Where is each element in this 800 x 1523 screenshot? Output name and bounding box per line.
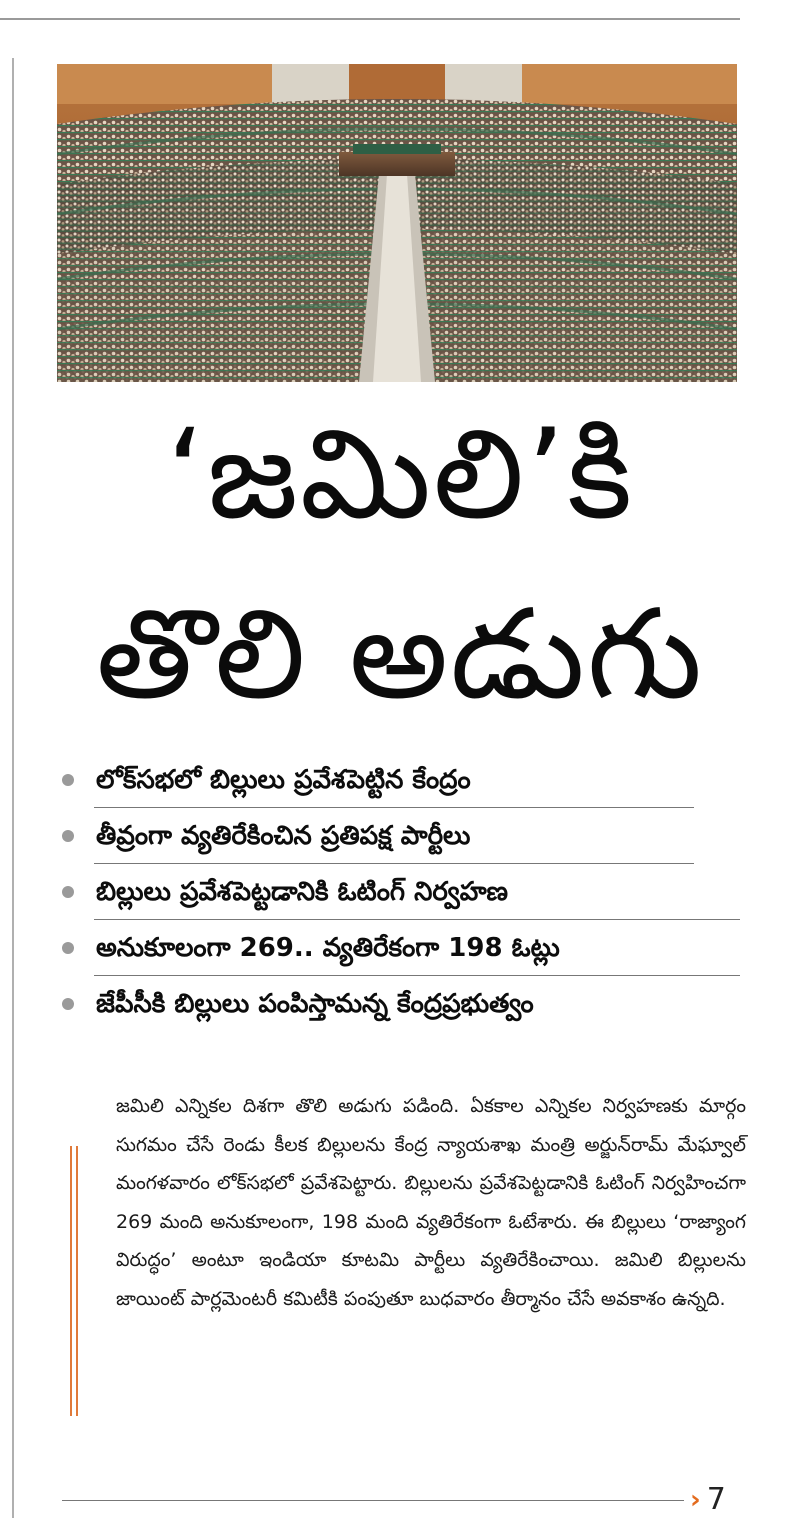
bullet-dot-icon (62, 886, 74, 898)
bullet-text: లోక్‌సభలో బిల్లులు ప్రవేశపెట్టిన కేంద్రం (96, 765, 471, 795)
bullet-text: జేపీసీకి బిల్లులు పంపిస్తామన్న కేంద్రప్రభుత్వం (96, 989, 534, 1019)
chevron-right-icon: › (690, 1485, 701, 1515)
lok-sabha-chamber-illustration (57, 64, 737, 382)
column-rule (12, 58, 14, 1518)
bullet-item (58, 920, 748, 976)
top-rule (0, 18, 740, 20)
headline-line-2: తొలి అడుగు (95, 583, 705, 727)
bullet-item (58, 808, 748, 864)
accent-bar-right (76, 1146, 78, 1416)
parliament-photo-icon (57, 64, 737, 382)
page-number: 7 (706, 1482, 726, 1517)
page-link[interactable] (690, 1484, 726, 1516)
bullet-text: తీవ్రంగా వ్యతిరేకించిన ప్రతిపక్ష పార్టీలు (96, 821, 471, 851)
bullet-text: బిల్లులు ప్రవేశపెట్టడానికి ఓటింగ్ నిర్వహణ (96, 877, 509, 907)
accent-bar-left (70, 1146, 72, 1416)
headline-line-1: ‘జమిలి’కి (165, 403, 635, 547)
bottom-rule (62, 1500, 684, 1501)
bullet-dot-icon (62, 942, 74, 954)
bullet-item (58, 752, 748, 808)
summary-bullets (58, 752, 748, 1032)
article-body: జమిలి ఎన్నికల దిశగా తొలి అడుగు పడింది. ఏకకాల ఎన్నికల నిర్వహణకు మార్గం సుగమం చేసే రెండు కీలక బిల్లులను కేంద్ర న్యాయశాఖ మంత్రి అర్జున్‌రామ్ మేఘ్వాల్ మంగళవారం లోక్‌సభలో ప్రవేశపెట్టారు. బిల్లులను ప్రవేశపెట్టడానికి ఓటింగ్ నిర్వహించగా 269 మంది అనుకూలంగా, 198 మంది వ్యతిరేకంగా ఓటేశారు. ఈ బిల్లులు ‘రాజ్యాంగ విరుద్ధం’ అంటూ ఇండియా కూటమి పార్టీలు వ్యతిరేకించాయి. జమిలి బిల్లులను జాయింట్ పార్లమెంటరీ కమిటీకి పంపుతూ బుధవారం తీర్మానం చేసే అవకాశం ఉన్నది. (116, 1095, 747, 1310)
bullet-dot-icon (62, 998, 74, 1010)
bullet-item (58, 864, 748, 920)
bullet-dot-icon (62, 774, 74, 786)
bullet-item (58, 976, 748, 1032)
bullet-dot-icon (62, 830, 74, 842)
bullet-text: అనుకూలంగా 269.. వ్యతిరేకంగా 198 ఓట్లు (96, 933, 560, 963)
